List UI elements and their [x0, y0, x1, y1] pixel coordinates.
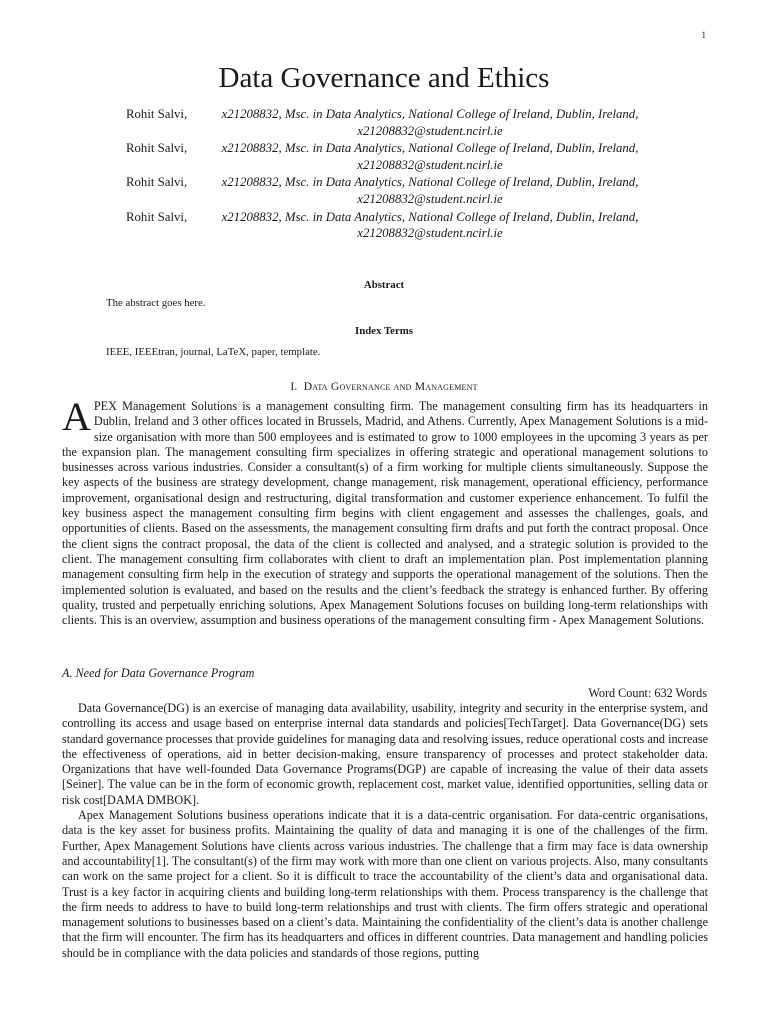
- word-count: Word Count: 632 Words: [588, 686, 707, 700]
- page-number: 1: [701, 30, 706, 40]
- paragraph: Data Governance(DG) is an exercise of managing data availability, usability, integrity and security in the enterprise system, and controlling its access and usage based on enterprise internal data standards and policies[TechTarget]. Data Governance(DG) sets standard governance processes that provide guidelines for managing data and resolving issues, reduce operational costs and increase the effectiveness of operations, aid in better decision-making, ensure transparency of processes and protect stakeholder data. Organizations that have well-founded Data Governance Programs(DGP) are capable of increasing the value of their data assets [Seiner]. The value can be in the form of economic growth, replacement cost, market value, identified opportunities, selling data or risk cost[DAMA DMBOK].: [62, 701, 708, 807]
- author-affiliation: x21208832, Msc. in Data Analytics, National College of Ireland, Dublin, Ireland, x21208832@student.ncirl.ie: [221, 107, 639, 138]
- author-entry: [126, 174, 656, 208]
- subsection-body: [62, 701, 708, 961]
- author-name: Rohit Salvi,: [126, 209, 188, 224]
- paragraph: PEX Management Solutions is a management consulting firm. The management consulting firm has its headquarters in Dublin, Ireland and 3 other offices located in Brussels, Madrid, and Athens. Currently, Apex Management Solutions is a mid-size organisation with more than 500 employees and is estimated to grow to 1000 employees in the upcoming 3 years as per the expansion plan. The management consulting firm specializes in offering strategic and operational management solutions to businesses across various industries. Consider a consultant(s) of a firm working for multiple clients simultaneously. Suppose the key aspects of the business are strategy development, change management, risk management, operational efficiency, performance improvement, organisational design and restructuring, digital transformation and customer experience enhancement. To fulfil the key business aspect the management consulting firm begins with client engagement and assesses the challenges, goals, and opportunities of clients. Based on the assessments, the management consulting firm drafts and put forth the contract proposal. Once the client signs the contract proposal, the data of the client is collected and analysed, and a strategic solution is provided to the client. The management consulting firm collaborates with client to draft an implementation plan. Post implementation planning management consulting firm help in the execution of strategy and supports the operational management of the solutions. Then the implemented solution is evaluated, and based on the results and the client’s feedback the strategy is enhanced further. By offering quality, trusted and perpetually enriching solutions, Apex Management Solutions focuses on building long-term relationships with clients. This is an overview, assumption and business operations of the management consulting firm - Apex Management Solutions.: [62, 399, 708, 628]
- index-terms-text: IEEE, IEEEtran, journal, LaTeX, paper, template.: [106, 346, 321, 358]
- paper-title: Data Governance and Ethics: [218, 62, 550, 94]
- author-entry: [126, 106, 656, 140]
- section-number: I.: [290, 380, 298, 393]
- author-list: [126, 106, 656, 243]
- author-affiliation: x21208832, Msc. in Data Analytics, National College of Ireland, Dublin, Ireland, x21208832@student.ncirl.ie: [221, 141, 639, 172]
- author-entry: [126, 140, 656, 174]
- section-title: Data Governance and Management: [303, 380, 478, 393]
- author-name: Rohit Salvi,: [126, 141, 188, 156]
- drop-cap: A: [62, 394, 91, 439]
- paragraph: Apex Management Solutions business operations indicate that it is a data-centric organisation. For data-centric organisations, data is the key asset for business profits. Maintaining the quality of data and managing it is one of the challenges of the firm. Further, Apex Management Solutions have clients across various industries. The challenge that a firm may face is data ownership and accountability[1]. The consultant(s) of the firm may work with more than one client on various projects. Also, many consultants can work on the same project for a client. So it is difficult to trace the accountability of the client’s data and organisational data. Trust is a key factor in acquiring clients and building long-term relationships with them. Process transparency is the challenge that the firm needs to address to have to build long-term relationships and trust with clients. The firm offers strategic and operational management solutions to businesses based on a client’s data. Maintaining the confidentiality of the client’s data is another challenge that the firm will encounter. The firm has its headquarters and offices in different countries. Data management and handling policies should be in compliance with the data policies and standards of those regions, putting: [62, 808, 708, 960]
- section-body: [62, 394, 708, 628]
- author-entry: [126, 209, 656, 243]
- author-affiliation: x21208832, Msc. in Data Analytics, National College of Ireland, Dublin, Ireland, x21208832@student.ncirl.ie: [221, 209, 639, 241]
- section-heading: [0, 380, 768, 393]
- index-terms-heading: Index Terms: [355, 325, 413, 337]
- abstract-text: The abstract goes here.: [106, 297, 206, 309]
- author-name: Rohit Salvi,: [126, 107, 188, 121]
- abstract-heading: Abstract: [363, 279, 405, 291]
- subsection-heading: A. Need for Data Governance Program: [62, 666, 255, 680]
- author-name: Rohit Salvi,: [126, 175, 188, 190]
- author-affiliation: x21208832, Msc. in Data Analytics, National College of Ireland, Dublin, Ireland, x21208832@student.ncirl.ie: [221, 175, 639, 207]
